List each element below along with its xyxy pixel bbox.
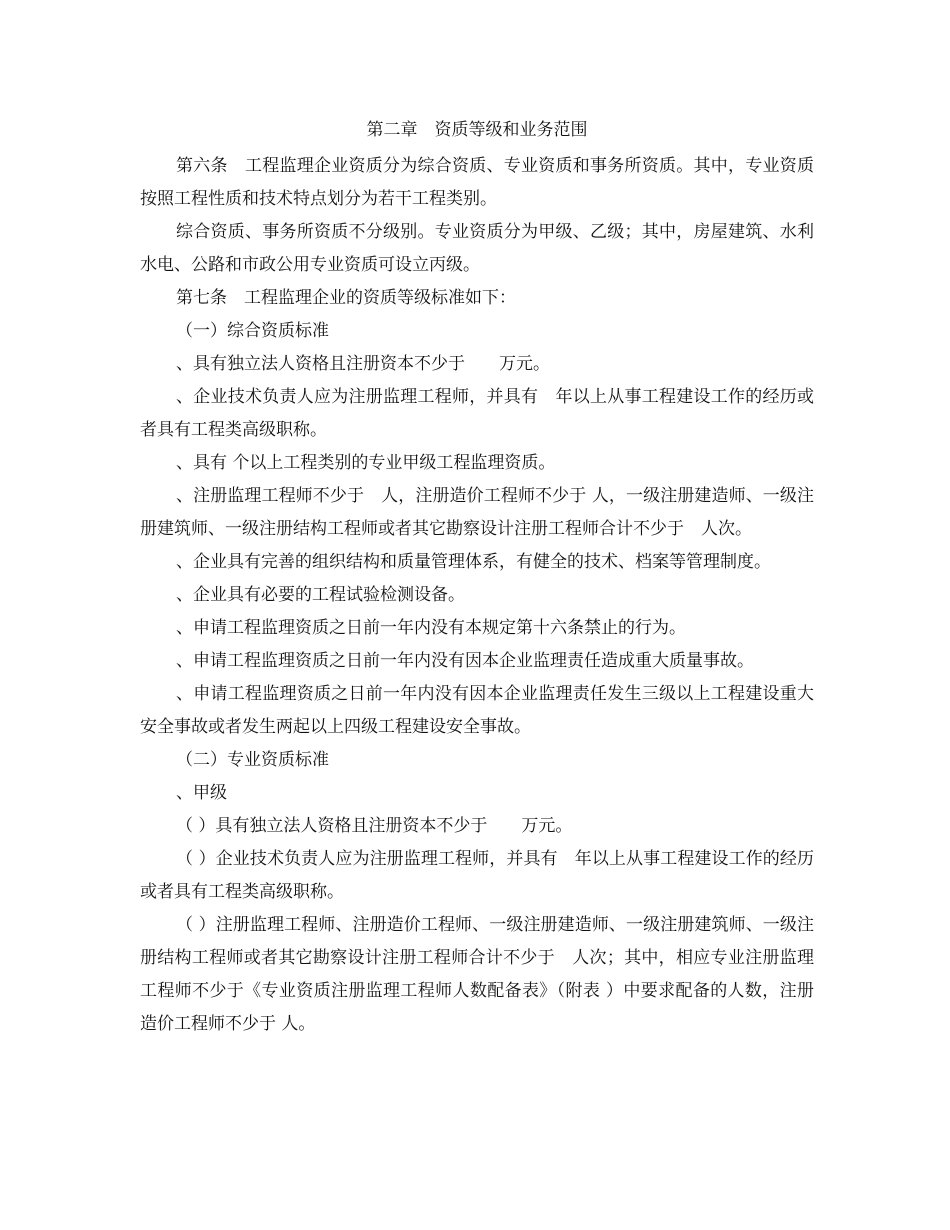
comprehensive-item-5: 、企业具有完善的组织结构和质量管理体系，有健全的技术、档案等管理制度。 (176, 552, 771, 572)
document-page (140, 118, 814, 1041)
grade-a-item-3: （ ）注册监理工程师、注册造价工程师、一级注册建造师、一级注册建筑师、一级注册结构工程师或者其它勘察设计注册工程师合计不少于 人次；其中，相应专业注册监理工程师不少于《专业资质注册监理工程师人数配备表》（附表 ）中要求配备的人数，注册造价工程师不少于 人。 (140, 915, 814, 1034)
comprehensive-item-7: 、申请工程监理资质之日前一年内没有本规定第十六条禁止的行为。 (176, 618, 686, 638)
comprehensive-item-4: 、注册监理工程师不少于 人，注册造价工程师不少于 人，一级注册建造师、一级注册建筑师、一级注册结构工程师或者其它勘察设计注册工程师合计不少于 人次。 (140, 486, 814, 539)
comprehensive-item-9: 、申请工程监理资质之日前一年内没有因本企业监理责任发生三级以上工程建设重大安全事故或者发生两起以上四级工程建设安全事故。 (140, 684, 814, 737)
grade-a-item-1: （ ）具有独立法人资格且注册资本不少于 万元。 (176, 816, 573, 836)
section-2-heading: （二）专业资质标准 (176, 750, 329, 770)
grade-a-item-2: （ ）企业技术负责人应为注册监理工程师，并具有 年以上从事工程建设工作的经历或者具有工程类高级职称。 (140, 849, 814, 902)
article-7-paragraph: 第七条 工程监理企业的资质等级标准如下： (176, 288, 516, 308)
qualification-levels-paragraph: 综合资质、事务所资质不分级别。专业资质分为甲级、乙级；其中，房屋建筑、水利水电、公路和市政公用专业资质可设立丙级。 (140, 222, 814, 275)
comprehensive-item-1: 、具有独立法人资格且注册资本不少于 万元。 (176, 354, 550, 374)
comprehensive-item-6: 、企业具有必要的工程试验检测设备。 (176, 585, 465, 605)
comprehensive-item-8: 、申请工程监理资质之日前一年内没有因本企业监理责任造成重大质量事故。 (176, 651, 754, 671)
comprehensive-item-2: 、企业技术负责人应为注册监理工程师，并具有 年以上从事工程建设工作的经历或者具有工程类高级职称。 (140, 387, 814, 440)
grade-a-heading: 、甲级 (176, 783, 227, 803)
chapter-title: 第二章 资质等级和业务范围 (366, 120, 588, 140)
article-6-paragraph: 第六条 工程监理企业资质分为综合资质、专业资质和事务所资质。其中，专业资质按照工程性质和技术特点划分为若干工程类别。 (140, 156, 814, 209)
section-1-heading: （一）综合资质标准 (176, 321, 329, 341)
comprehensive-item-3: 、具有 个以上工程类别的专业甲级工程监理资质。 (176, 453, 556, 473)
